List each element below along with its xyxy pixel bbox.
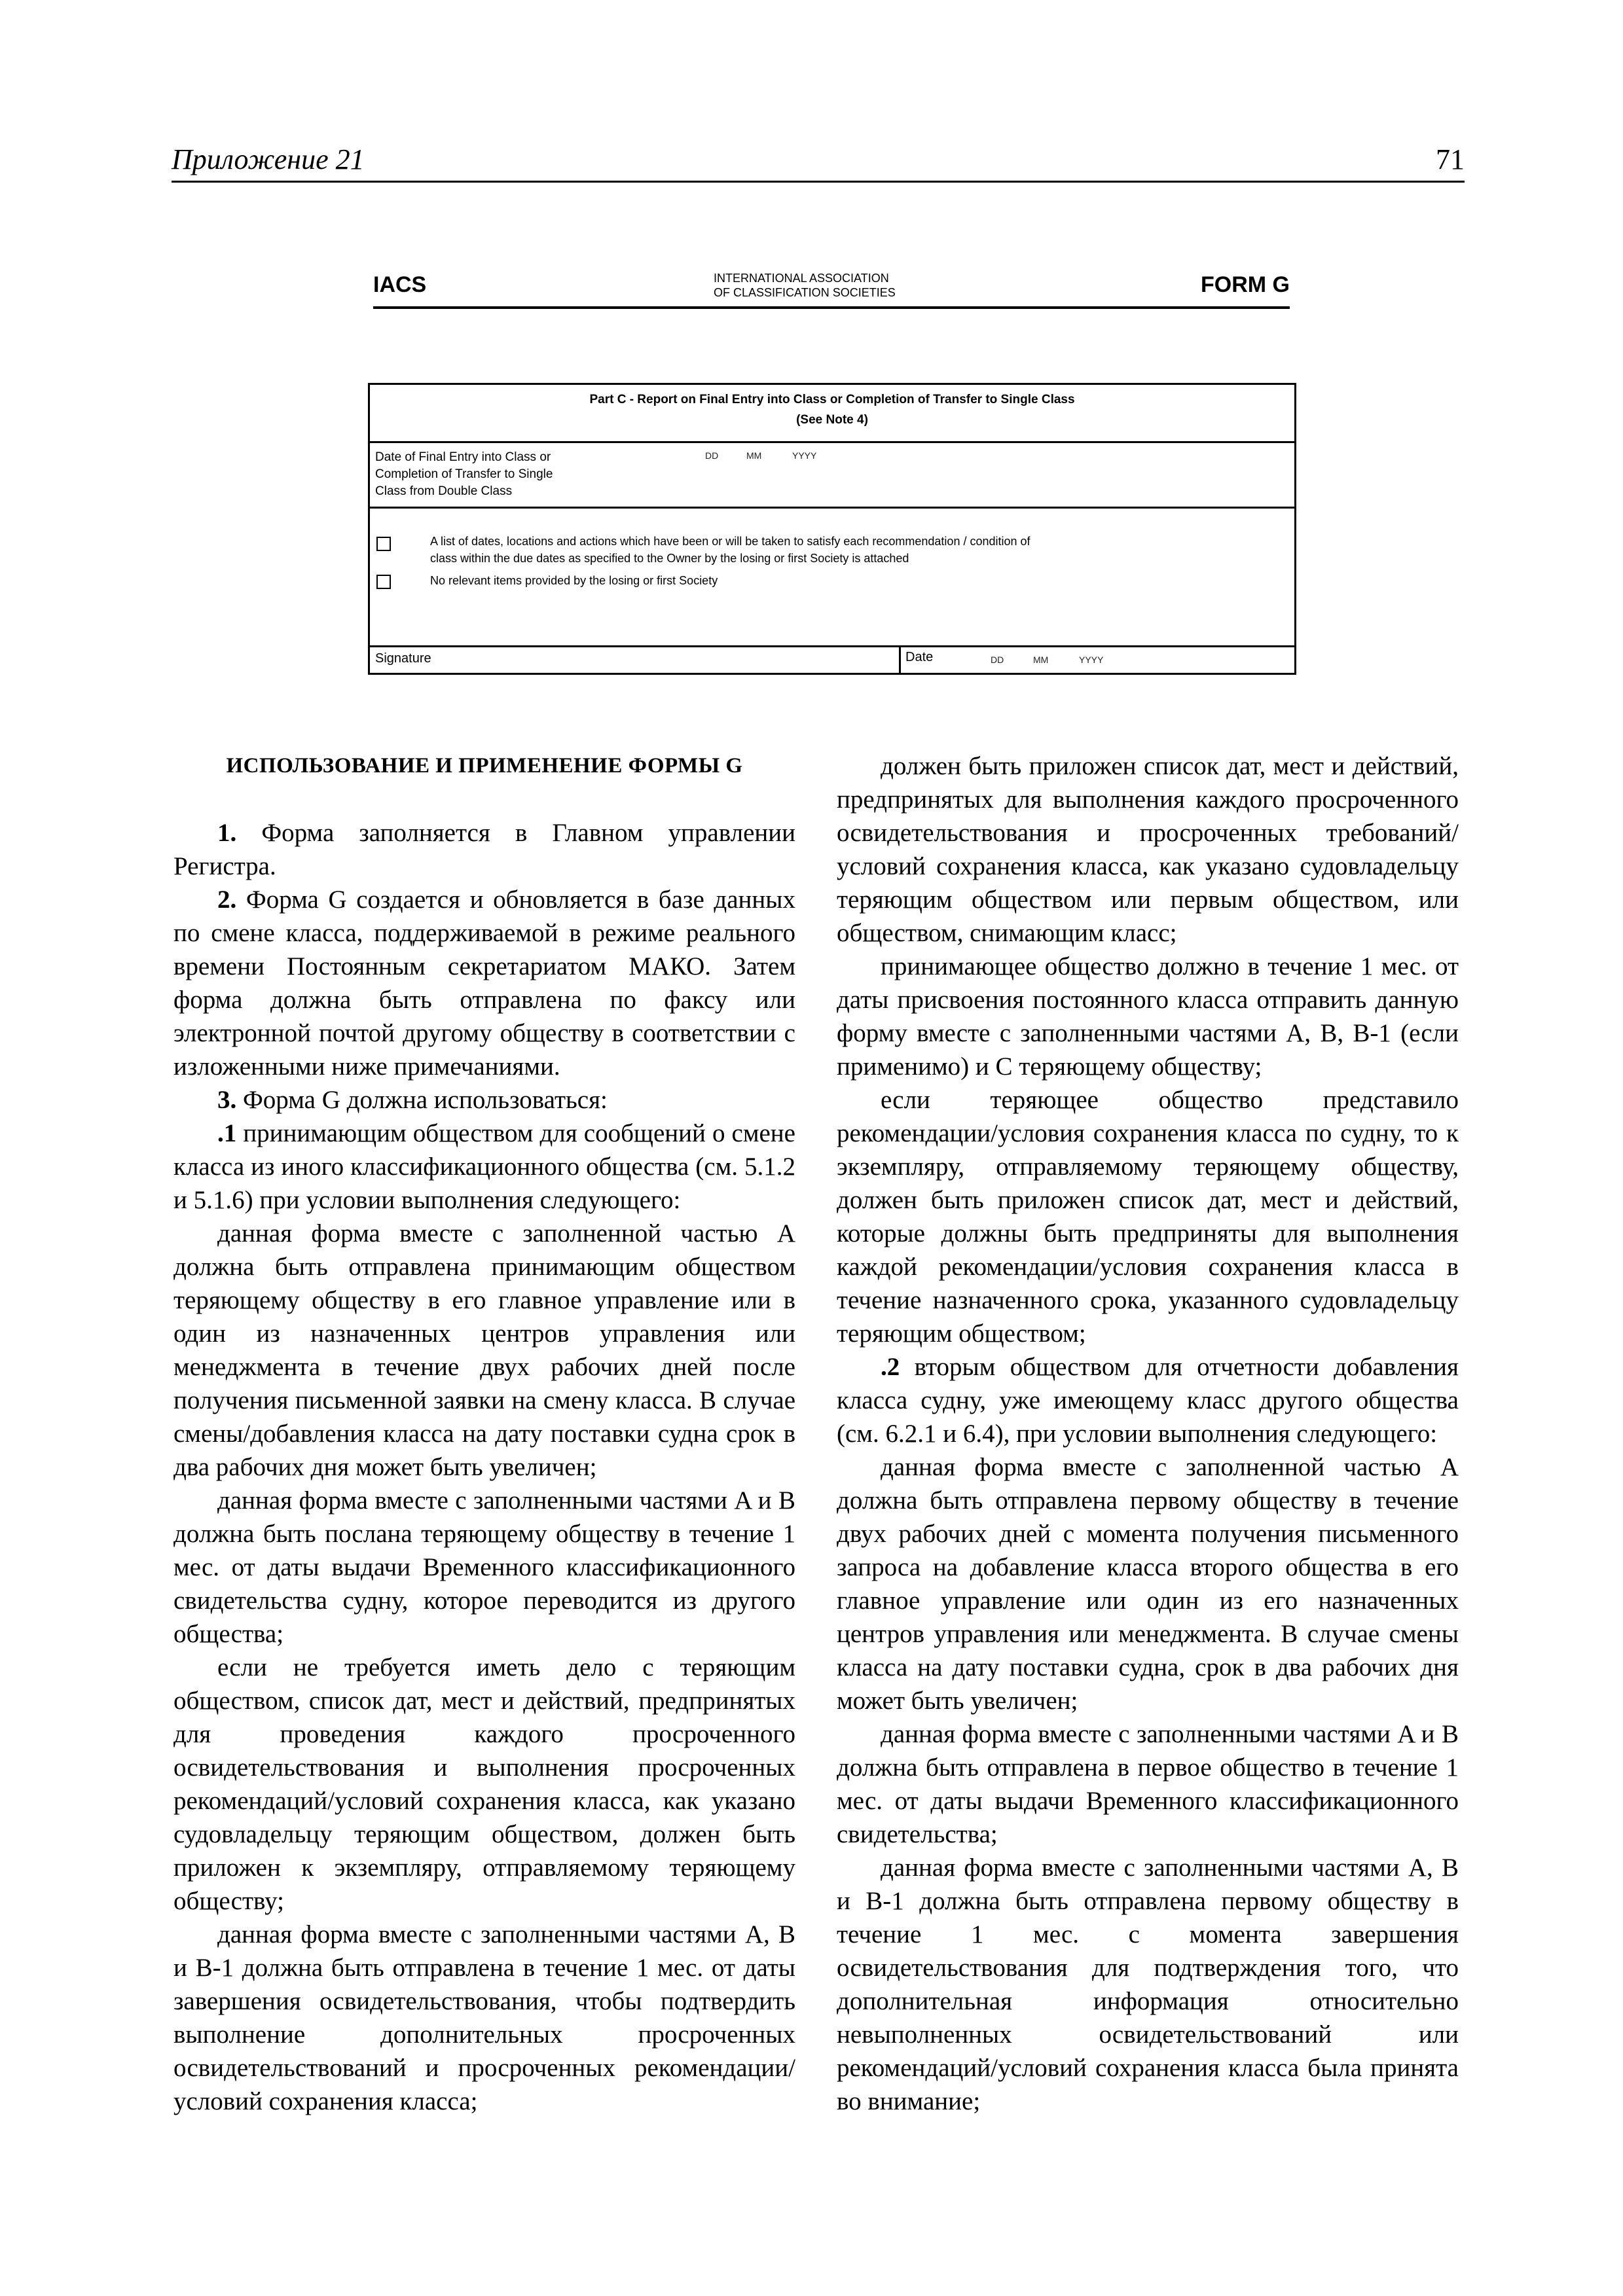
paragraph-text: если не требуется иметь дело с теряющим обществом, список дат, мест и действий, предпринятых для проведения каждого просроченного освидетельствования и выполнения просроченных рекомендаций/условий сохранения класса, как указано судовладельцу теряющим обществом, должен быть приложен к экземпляру, отправляемому теряющему обществу; (173, 1653, 795, 1915)
month-field[interactable]: MM (746, 450, 762, 461)
text-column-right (837, 749, 1459, 2118)
form-name: FORM G (1201, 272, 1290, 297)
paragraph (837, 749, 1459, 950)
day-field[interactable]: DD (705, 450, 719, 461)
sign-day-field[interactable]: DD (991, 655, 1004, 665)
org-logo-text: IACS (373, 272, 427, 297)
paragraph-text: Форма G должна использоваться: (236, 1086, 608, 1114)
item-number: 1. (217, 819, 237, 847)
option-no-items: No relevant items provided by the losing or first Society (430, 574, 718, 587)
signature-date-separator (899, 647, 901, 673)
paragraph-text: Форма заполняется в Главном управлении Регистра. (173, 819, 795, 880)
paragraph-text: принимающее общество должно в течение 1 мес. от даты присвоения постоянного класса отправить данную форму вместе с заполненными частями A, B, B-1 (если применимо) и C теряющему обществу; (837, 952, 1459, 1081)
item-number: 2. (217, 886, 237, 914)
entry-label-line: Date of Final Entry into Class or (375, 450, 551, 464)
entry-date-label (375, 449, 637, 500)
paragraph (837, 1717, 1459, 1851)
item-number: .1 (217, 1119, 237, 1147)
paragraph (173, 1918, 795, 2118)
item-number: 3. (217, 1086, 237, 1114)
divider (370, 645, 1294, 647)
paragraph (173, 1083, 795, 1117)
paragraph-text: Форма G создается и обновляется в базе данных по смене класса, поддерживаемой в режиме реального времени Постоянным секретариатом МАКО. Затем форма должна быть отправлена по факсу или электронной почтой другому обществу в соответствии с изложенными ниже примечаниями. (173, 886, 795, 1081)
option-attached-list (430, 533, 1268, 567)
signature-field[interactable]: Signature (375, 651, 431, 666)
date-field-label: Date (905, 650, 934, 664)
option-line: A list of dates, locations and actions which have been or will be taken to satisfy each recommendation / condition of (430, 535, 1030, 548)
paragraph-text: вторым обществом для отчетности добавления класса судну, уже имеющему класс другого общества (см. 6.2.1 и 6.4), при условии выполнения следующего: (837, 1353, 1459, 1448)
paragraph-text: данная форма вместе с заполненной частью A должна быть отправлена принимающим обществом теряющему обществу в его главное управление или в один из назначенных центров управления или менеджмента в течение двух рабочих дней после получения письменной заявки на смену класса. В случае смены/добавления класса на дату поставки судна срок в два рабочих дня может быть увеличен; (173, 1219, 795, 1481)
paragraph (173, 816, 795, 883)
paragraph (837, 950, 1459, 1083)
paragraph-text: если теряющее общество представило рекомендации/условия сохранения класса по судну, то к экземпляру, отправляемому теряющему обществу, должен быть приложен список дат, мест и действий, которые должны быть предприняты для выполнения каждой рекомендации/условия сохранения класса в течение назначенного срока, указанного судовладельцу теряющим обществом; (837, 1086, 1459, 1348)
part-title: Part C - Report on Final Entry into Class or Completion of Transfer to Single Class (589, 393, 1075, 406)
paragraph (837, 1851, 1459, 2118)
year-field[interactable]: YYYY (792, 450, 817, 461)
divider (370, 507, 1294, 509)
paragraph-text: должен быть приложен список дат, мест и действий, предпринятых для выполнения каждого просроченного освидетельствования и просроченных требований/условий сохранения класса, как указано судовладельцу теряющим обществом или первым обществом, или обществом, снимающим класс; (837, 752, 1459, 947)
part-note: (See Note 4) (796, 413, 868, 427)
paragraph (173, 883, 795, 1083)
paragraph (173, 1217, 795, 1484)
appendix-title: Приложение 21 (172, 143, 365, 175)
section-heading: ИСПОЛЬЗОВАНИЕ И ПРИМЕНЕНИЕ ФОРМЫ G (226, 754, 743, 778)
paragraph (837, 1083, 1459, 1350)
attached-list-checkbox[interactable] (376, 537, 391, 551)
option-line: class within the due dates as specified to the Owner by the losing or first Society is attached (430, 552, 909, 565)
running-header (172, 143, 1465, 183)
paragraph-text: данная форма вместе с заполненными частями A, B и B-1 должна быть отправлена первому обществу в течение 1 мес. с момента завершения освидетельствования для подтверждения того, что дополнительная информация относительно невыполненных освидетельствований или рекомендаций/условий сохранения класса была принята во внимание; (837, 1854, 1459, 2115)
paragraph (837, 1350, 1459, 1450)
association-line-2: OF CLASSIFICATION SOCIETIES (714, 286, 896, 299)
item-number: .2 (881, 1353, 900, 1381)
sign-year-field[interactable]: YYYY (1079, 655, 1104, 665)
entry-label-line: Completion of Transfer to Single (375, 467, 553, 481)
paragraph (837, 1450, 1459, 1717)
sign-month-field[interactable]: MM (1033, 655, 1049, 665)
divider (370, 441, 1294, 443)
page-number: 71 (1436, 143, 1465, 175)
no-items-checkbox[interactable] (376, 575, 391, 589)
paragraph-text: данная форма вместе с заполненными частями A и B должна быть отправлена в первое общество в течение 1 мес. от даты выдачи Временного классификационного свидетельства; (837, 1720, 1459, 1848)
paragraph (173, 1117, 795, 1217)
paragraph (173, 1484, 795, 1651)
paragraph-text: принимающим обществом для сообщений о смене класса из иного классификационного общества (см. 5.1.2 и 5.1.6) при условии выполнения следующего: (173, 1119, 795, 1214)
paragraph-text: данная форма вместе с заполненными частями A и B должна быть послана теряющему обществу в течение 1 мес. от даты выдачи Временного классификационного свидетельства судну, которое переводится из другого общества; (173, 1486, 795, 1648)
association-line-1: INTERNATIONAL ASSOCIATION (714, 272, 889, 285)
paragraph-text: данная форма вместе с заполненной частью A должна быть отправлена первому обществу в течение двух рабочих дней с момента получения письменного запроса на добавление класса второго общества в его главное управление или один из его назначенных центров управления или менеджмента. В случае смены класса на дату поставки судна, срок в два рабочих дня может быть увеличен; (837, 1453, 1459, 1715)
text-column-left (173, 749, 795, 2118)
form-header (373, 266, 1290, 309)
form-part-c (368, 383, 1296, 675)
entry-label-line: Class from Double Class (375, 484, 513, 498)
paragraph (173, 1651, 795, 1918)
paragraph-text: данная форма вместе с заполненными частями A, B и B-1 должна быть отправлена в течение 1 мес. от даты завершения освидетельствования, чтобы подтвердить выполнение дополнительных просроченных освидетельствований и просроченных рекомендации/условий сохранения класса; (173, 1920, 795, 2115)
association-name (714, 271, 896, 300)
